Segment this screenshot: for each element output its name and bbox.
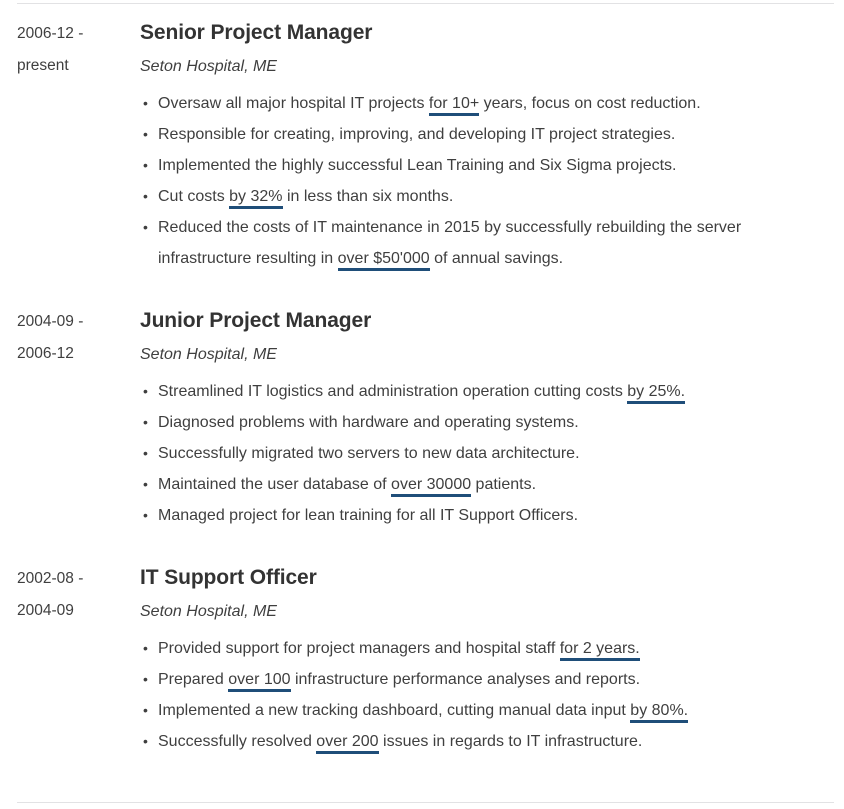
bullet-text: Cut costs	[158, 188, 230, 205]
bullet-text: Implemented a new tracking dashboard, cutting manual data input	[158, 702, 631, 719]
bullet-dot-icon: •	[143, 476, 148, 492]
bullet-text: Oversaw all major hospital IT projects	[158, 95, 429, 112]
bullet-highlight: by 80%.	[630, 702, 688, 723]
entry-details	[140, 306, 844, 531]
bullet-text: Maintained the user database of	[158, 476, 392, 493]
entry-details	[140, 563, 844, 757]
entry-bullet-list	[140, 633, 832, 757]
bullet-dot-icon: •	[143, 383, 148, 399]
section-divider-bottom	[17, 802, 834, 803]
entry-job-title: IT Support Officer	[140, 566, 317, 589]
bullet-text: Reduced the costs of IT maintenance in 2015 by successfully rebuilding the server infrastructure resulting in	[158, 219, 742, 267]
bullet-highlight: for 2 years.	[560, 640, 640, 661]
entry-job-title: Junior Project Manager	[140, 309, 372, 332]
bullet-text-tail: of annual savings.	[429, 250, 564, 267]
bullet-text-tail: infrastructure performance analyses and reports.	[290, 671, 641, 688]
entry-date-start: 2004-09 -	[17, 313, 84, 330]
entry-date-end: present	[17, 57, 69, 74]
entry-date-range	[0, 306, 140, 370]
bullet-item	[140, 438, 832, 469]
experience-entry	[0, 18, 844, 274]
experience-entry-list	[0, 18, 844, 757]
bullet-item	[140, 212, 832, 274]
bullet-highlight: over 200	[316, 733, 378, 754]
bullet-text: Prepared	[158, 671, 229, 688]
bullet-text: Provided support for project managers and hospital staff	[158, 640, 560, 657]
entry-employer: Seton Hospital, ME	[140, 603, 277, 620]
experience-entry	[0, 306, 844, 531]
bullet-text: Responsible for creating, improving, and developing IT project strategies.	[158, 126, 676, 143]
bullet-dot-icon: •	[143, 671, 148, 687]
bullet-dot-icon: •	[143, 445, 148, 461]
bullet-dot-icon: •	[143, 414, 148, 430]
bullet-highlight: by 25%.	[627, 383, 685, 404]
bullet-highlight: over 30000	[391, 476, 471, 497]
entry-bullet-list	[140, 88, 832, 274]
bullet-text: Managed project for lean training for all IT Support Officers.	[158, 507, 579, 524]
bullet-item	[140, 633, 832, 664]
bullet-item	[140, 407, 832, 438]
bullet-item	[140, 695, 832, 726]
bullet-item	[140, 664, 832, 695]
entry-bullet-list	[140, 376, 832, 531]
bullet-text: Successfully migrated two servers to new data architecture.	[158, 445, 580, 462]
bullet-text-tail: patients.	[471, 476, 537, 493]
bullet-text-tail: in less than six months.	[282, 188, 454, 205]
entry-employer: Seton Hospital, ME	[140, 346, 277, 363]
section-divider-top	[17, 3, 834, 4]
entry-date-start: 2006-12 -	[17, 25, 84, 42]
bullet-dot-icon: •	[143, 219, 148, 235]
bullet-item	[140, 181, 832, 212]
bullet-dot-icon: •	[143, 157, 148, 173]
bullet-highlight: for 10+	[429, 95, 479, 116]
bullet-highlight: over 100	[228, 671, 290, 692]
bullet-item	[140, 500, 832, 531]
entry-date-range	[0, 563, 140, 627]
bullet-dot-icon: •	[143, 507, 148, 523]
bullet-dot-icon: •	[143, 95, 148, 111]
bullet-item	[140, 726, 832, 757]
bullet-item	[140, 469, 832, 500]
bullet-text-tail: years, focus on cost reduction.	[479, 95, 701, 112]
bullet-text-tail: issues in regards to IT infrastructure.	[378, 733, 643, 750]
experience-entry	[0, 563, 844, 757]
entry-date-range	[0, 18, 140, 82]
bullet-dot-icon: •	[143, 702, 148, 718]
bullet-item	[140, 119, 832, 150]
bullet-dot-icon: •	[143, 126, 148, 142]
bullet-dot-icon: •	[143, 733, 148, 749]
bullet-text: Implemented the highly successful Lean Training and Six Sigma projects.	[158, 157, 677, 174]
bullet-dot-icon: •	[143, 188, 148, 204]
bullet-highlight: over $50'000	[338, 250, 430, 271]
entry-date-end: 2004-09	[17, 602, 74, 619]
entry-details	[140, 18, 844, 274]
bullet-dot-icon: •	[143, 640, 148, 656]
bullet-text: Diagnosed problems with hardware and operating systems.	[158, 414, 579, 431]
entry-date-start: 2002-08 -	[17, 570, 84, 587]
bullet-item	[140, 150, 832, 181]
entry-employer: Seton Hospital, ME	[140, 58, 277, 75]
bullet-text: Streamlined IT logistics and administration operation cutting costs	[158, 383, 628, 400]
entry-date-end: 2006-12	[17, 345, 74, 362]
bullet-text: Successfully resolved	[158, 733, 317, 750]
bullet-item	[140, 88, 832, 119]
bullet-item	[140, 376, 832, 407]
bullet-highlight: by 32%	[229, 188, 282, 209]
entry-job-title: Senior Project Manager	[140, 21, 373, 44]
